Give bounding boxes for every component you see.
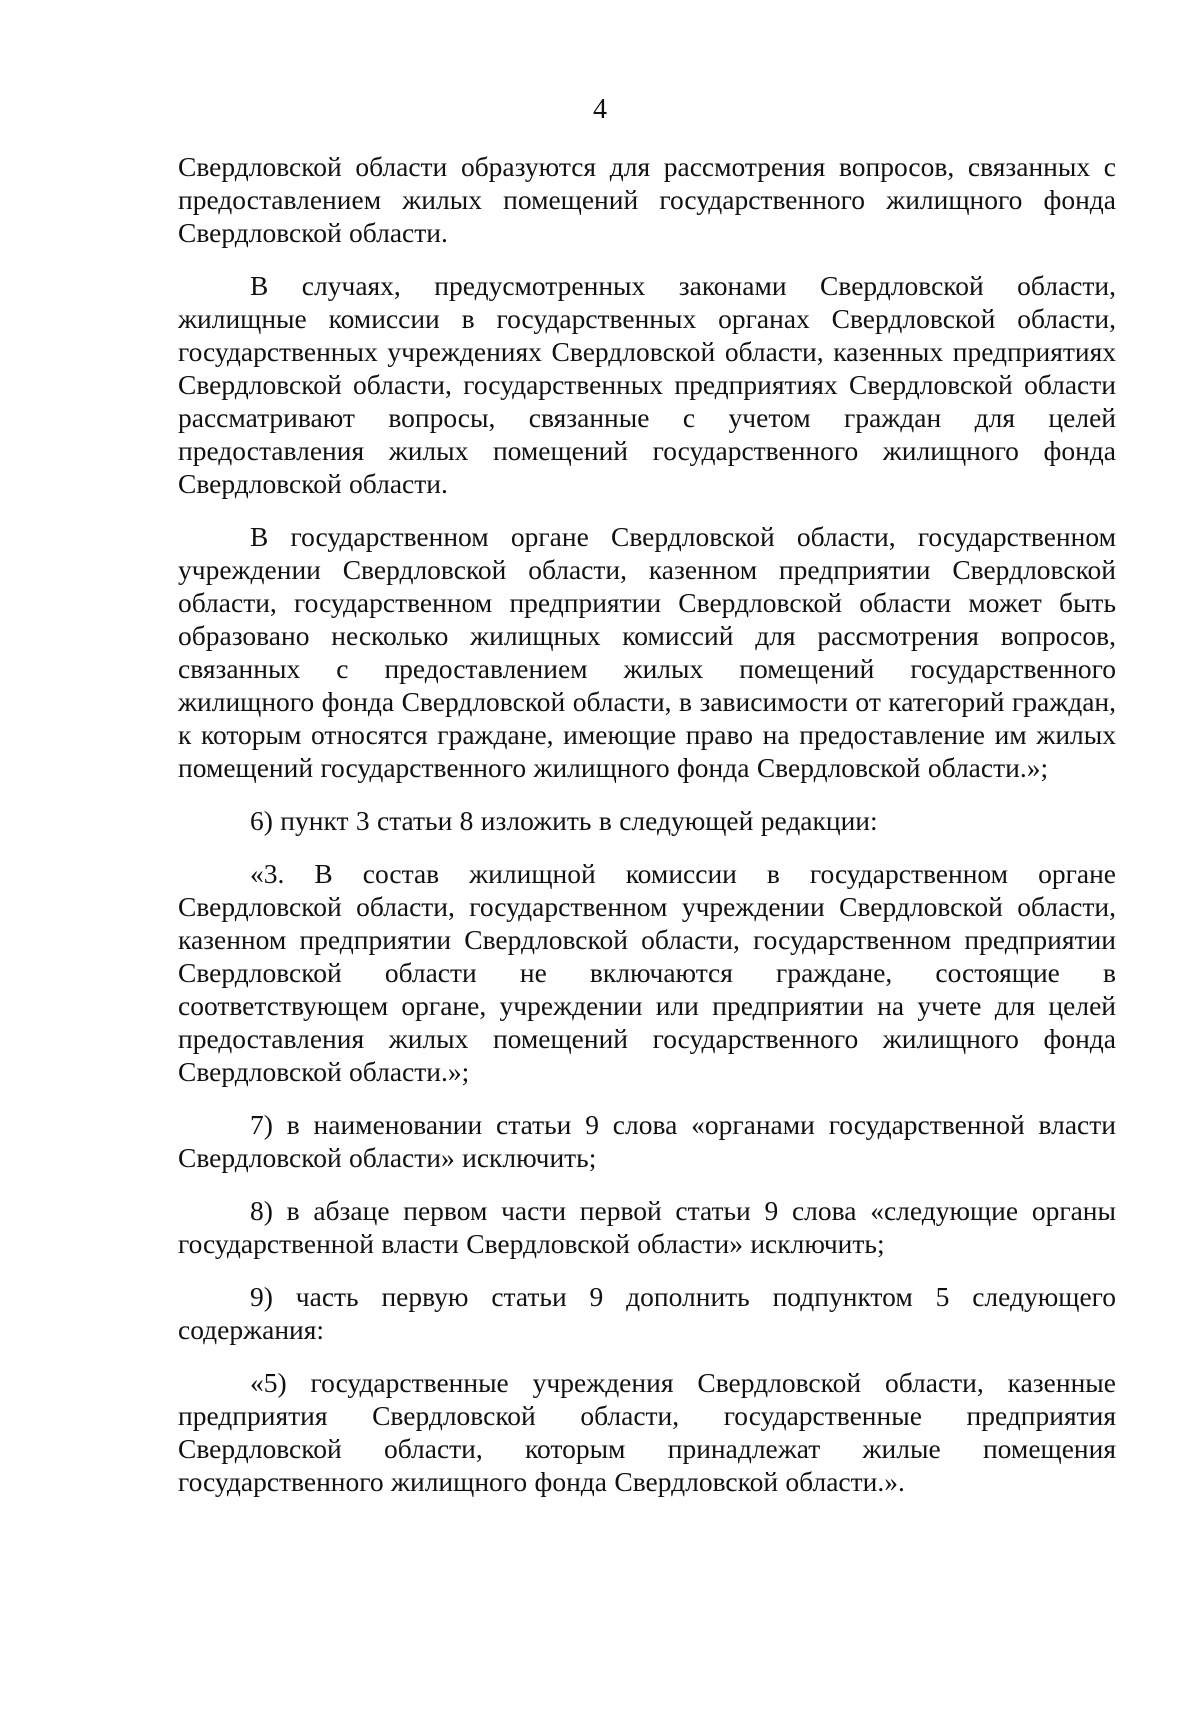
paragraph-item-8: 8) в абзаце первом части первой статьи 9 слова «следующие органы государственной власти Свердловской области» исключить; — [178, 1195, 1116, 1259]
paragraph-subpoint-5-text: «5) государственные учреждения Свердловской области, казенные предприятия Свердловской области, государственные предприятия Свердловской области, которым принадлежат жилые помещения государственного жилищного фонда Свердловской области.». — [178, 1367, 1116, 1497]
paragraph-item-6: 6) пункт 3 статьи 8 изложить в следующей редакции: — [250, 805, 878, 836]
paragraph-item-7: 7) в наименовании статьи 9 слова «органами государственной власти Свердловской области» исключить; — [178, 1109, 1116, 1173]
document-body — [178, 150, 1116, 1518]
paragraph-point-3-text: «3. В состав жилищной комиссии в государственном органе Свердловской области, государственном учреждении Свердловской области, казенном предприятии Свердловской области, государственном предприятии Свердловской области не включаются граждане, состоящие в соответствующем органе, учреждении или предприятии на учете для целей предоставления жилых помещений государственного жилищного фонда Свердловской области.»; — [178, 858, 1116, 1087]
paragraph-item-9: 9) часть первую статьи 9 дополнить подпунктом 5 следующего содержания: — [178, 1281, 1116, 1345]
paragraph-multiple-commissions: В государственном органе Свердловской области, государственном учреждении Свердловской области, казенном предприятии Свердловской области, государственном предприятии Свердловской области может быть образовано несколько жилищных комиссий для рассмотрения вопросов, связанных с предоставлением жилых помещений государственного жилищного фонда Свердловской области, в зависимости от категорий граждан, к которым относятся граждане, имеющие право на предоставление им жилых помещений государственного жилищного фонда Свердловской области.»; — [178, 521, 1116, 783]
paragraph-housing-commissions-cases: В случаях, предусмотренных законами Свердловской области, жилищные комиссии в государственных органах Свердловской области, государственных учреждениях Свердловской области, казенных предприятиях Свердловской области, государственных предприятиях Свердловской области рассматривают вопросы, связанные с учетом граждан для целей предоставления жилых помещений государственного жилищного фонда Свердловской области. — [178, 270, 1116, 499]
page-number: 4 — [593, 94, 607, 125]
paragraph-continuation: Свердловской области образуются для рассмотрения вопросов, связанных с предоставлением жилых помещений государственного жилищного фонда Свердловской области. — [178, 151, 1116, 248]
